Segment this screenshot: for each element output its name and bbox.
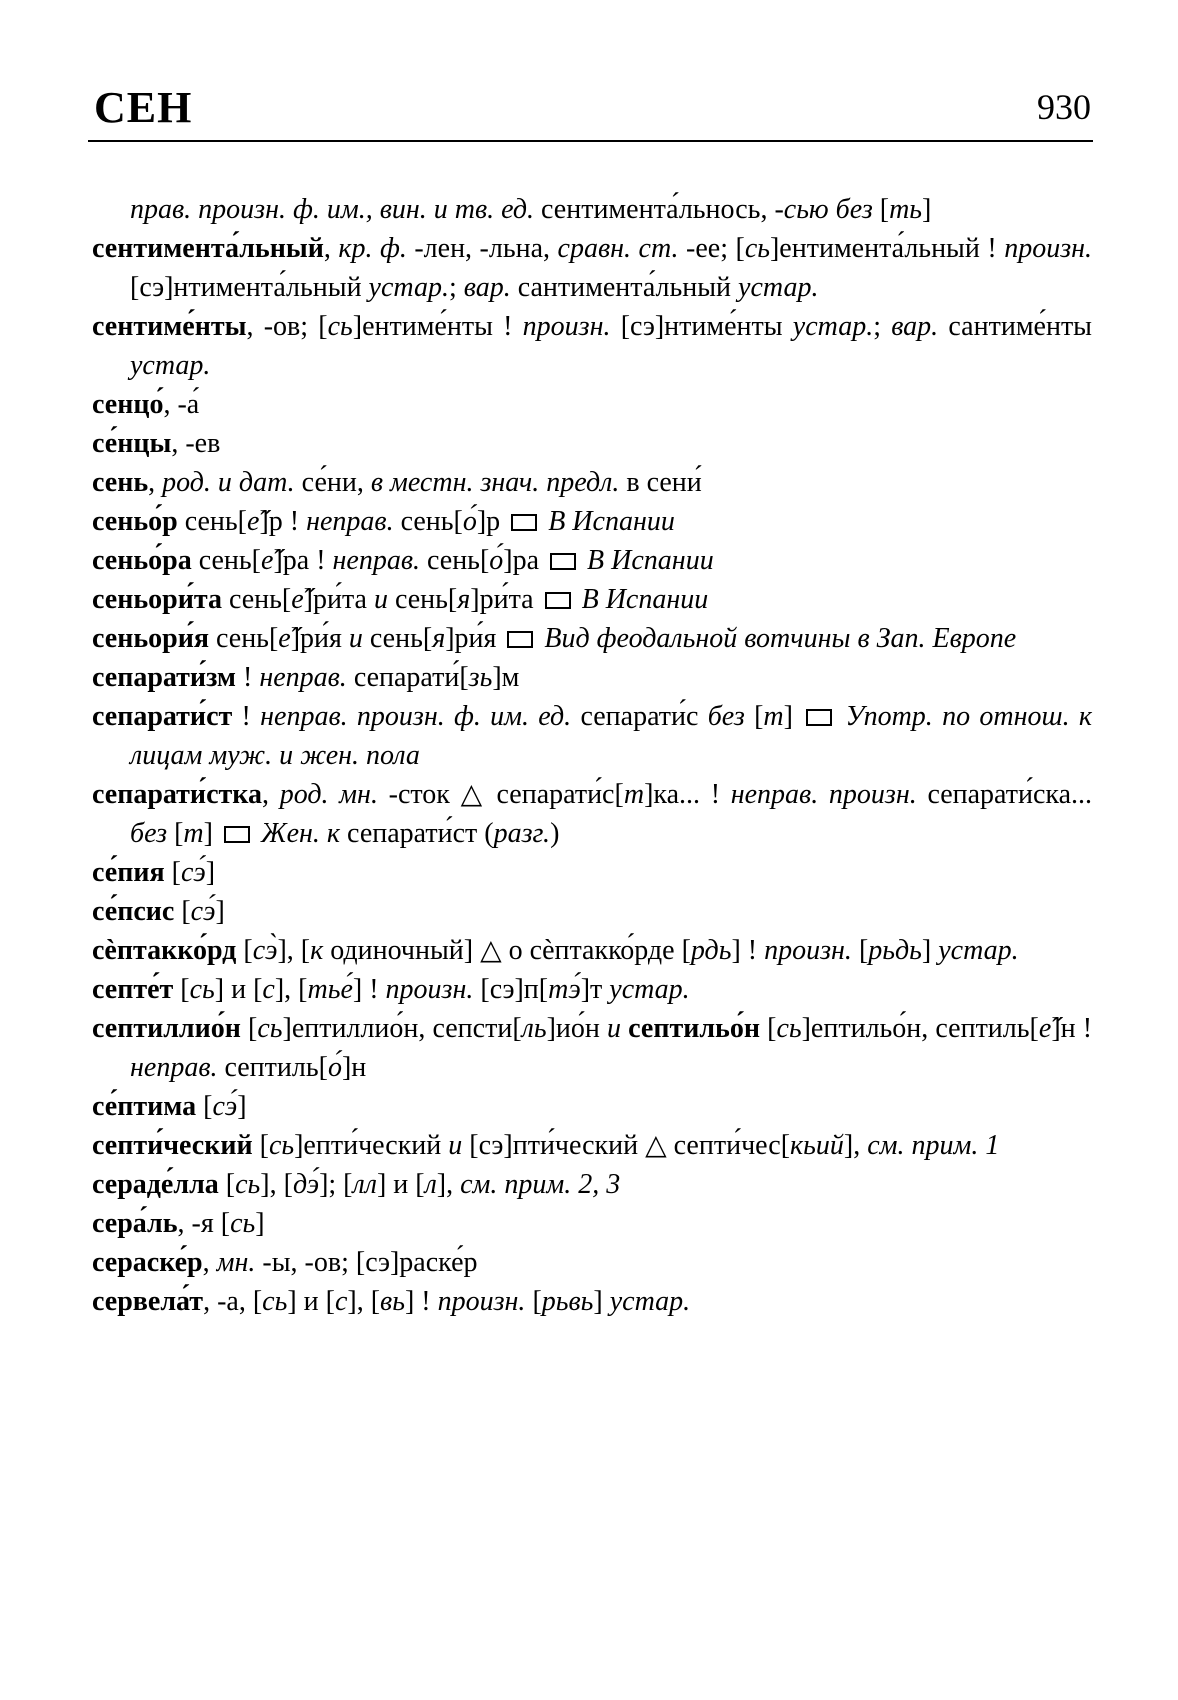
grammar-note: сэ́ xyxy=(190,896,216,927)
headword: сѐптакко́рд xyxy=(92,935,237,966)
entry-text: ] ! xyxy=(404,1286,438,1317)
headword: септиллио́н xyxy=(92,1013,241,1044)
grammar-note: прав. произн. ф. им., вин. и тв. ед. xyxy=(130,194,535,225)
grammar-note: Жен. к xyxy=(253,818,341,849)
entry-text: ]т xyxy=(580,974,610,1005)
entry-text: се́ни, xyxy=(294,467,371,498)
grammar-note: в местн. знач. предл. xyxy=(370,467,620,498)
grammar-note: -сью без xyxy=(774,194,873,225)
entry-text: ] xyxy=(205,857,216,888)
grammar-note: без xyxy=(707,701,745,732)
entry-text: ]ри́я xyxy=(445,623,504,654)
entry-text: [ xyxy=(851,935,869,966)
grammar-note: сэ́ xyxy=(180,857,206,888)
entry-text: сантиме́нты xyxy=(938,311,1092,342)
entry-text: ]; [ xyxy=(319,1169,353,1200)
grammar-note: устар. xyxy=(130,350,211,381)
headword: септи́ческий xyxy=(92,1130,253,1161)
entry-text: , -я [ xyxy=(177,1208,231,1239)
page-number: 930 xyxy=(1037,87,1091,127)
entry-text: сепарати́с xyxy=(571,701,708,732)
definition-box-icon xyxy=(511,514,537,531)
entry-text: ]ри́та xyxy=(470,584,541,615)
entry-text: [ xyxy=(174,896,191,927)
entry-text: ]м xyxy=(492,662,520,693)
dictionary-entry xyxy=(92,892,1092,931)
entry-text: ; xyxy=(448,272,464,303)
definition-box-icon xyxy=(806,709,832,726)
entry-text: сень[ xyxy=(387,584,458,615)
entry-text: ] ! xyxy=(352,974,386,1005)
entry-text: ], [ xyxy=(277,935,311,966)
grammar-note: mье́ xyxy=(307,974,353,1005)
definition-box-icon xyxy=(550,553,576,570)
grammar-note: и xyxy=(607,1013,622,1044)
entry-text: ]н ! xyxy=(1051,1013,1093,1044)
entry-text: ] xyxy=(921,935,939,966)
grammar-note: произн. xyxy=(385,974,474,1005)
grammar-note: сь xyxy=(257,1013,283,1044)
grammar-note: сь xyxy=(327,311,353,342)
entry-text: ; xyxy=(873,311,892,342)
entry-text: [ xyxy=(744,701,764,732)
grammar-note: вь xyxy=(380,1286,405,1317)
entry-text: ]ио́н xyxy=(546,1013,608,1044)
grammar-note: Употр. по отнош. к лицам муж. и жен. пола xyxy=(130,701,1092,771)
grammar-note: неправ. xyxy=(306,506,394,537)
entry-text: сень[ xyxy=(191,545,261,576)
entry-text: ] xyxy=(593,1286,610,1317)
grammar-note: В Испании xyxy=(541,506,675,537)
entry-text: [ xyxy=(252,1130,269,1161)
entry-text: ]ептиллио́н, сепсти[ xyxy=(282,1013,522,1044)
grammar-note: сь xyxy=(235,1169,261,1200)
entry-text: ]н xyxy=(341,1052,367,1083)
grammar-note: произн. xyxy=(764,935,852,966)
grammar-note: мн. xyxy=(216,1247,256,1278)
entry-text: ], [ xyxy=(347,1286,381,1317)
running-header xyxy=(88,78,1093,142)
grammar-note: т xyxy=(183,818,204,849)
entry-text: ] xyxy=(237,1091,247,1122)
grammar-note: род. и дат. xyxy=(162,467,295,498)
dictionary-entry xyxy=(92,502,1092,541)
grammar-note: сь xyxy=(744,233,770,264)
grammar-note: устар. xyxy=(792,311,874,342)
entry-text: , xyxy=(202,1247,217,1278)
dictionary-entry xyxy=(92,697,1092,775)
grammar-note: т xyxy=(623,779,645,810)
grammar-note: сь xyxy=(262,1286,288,1317)
headword: сенцо́ xyxy=(92,389,164,420)
entry-text: в сени́ xyxy=(619,467,702,498)
entry-text: ]р ! xyxy=(259,506,307,537)
grammar-note: е̋ xyxy=(261,545,274,576)
headword: се́нцы xyxy=(92,428,172,459)
entry-text: ] xyxy=(255,1208,265,1239)
dictionary-entry xyxy=(92,1243,1092,1282)
entry-text: , -ов; [ xyxy=(246,311,328,342)
grammar-note: с xyxy=(262,974,275,1005)
entry-text: ! xyxy=(232,701,261,732)
grammar-note: дэ́ xyxy=(292,1169,320,1200)
entry-text: ], xyxy=(436,1169,461,1200)
dictionary-entry xyxy=(92,775,1092,853)
entry-text: , xyxy=(261,779,280,810)
grammar-note: произн. xyxy=(1004,233,1093,264)
dictionary-entry xyxy=(92,1165,1092,1204)
entry-text: , xyxy=(148,467,163,498)
entry-text: [ xyxy=(173,974,190,1005)
grammar-note: разг. xyxy=(493,818,551,849)
definition-box-icon xyxy=(224,826,250,843)
grammar-note: сь xyxy=(230,1208,256,1239)
grammar-note: неправ. xyxy=(130,1052,218,1083)
entry-text: ]ра ! xyxy=(273,545,333,576)
dictionary-entry xyxy=(92,307,1092,385)
entry-list xyxy=(92,190,1092,1321)
grammar-note: сравн. ст. xyxy=(557,233,679,264)
entry-text: [ xyxy=(236,935,253,966)
headword: сеньори́та xyxy=(92,584,222,615)
grammar-note: вар. xyxy=(891,311,939,342)
entry-text: ] и [ xyxy=(214,974,263,1005)
dictionary-entry xyxy=(92,229,1092,307)
grammar-note: неправ. произн. ф. им. ед. xyxy=(260,701,572,732)
dictionary-entry xyxy=(92,1282,1092,1321)
grammar-note: е̋ xyxy=(247,506,260,537)
entry-text: ]ептильо́н, септиль[ xyxy=(801,1013,1039,1044)
headword: сепарати́зм xyxy=(92,662,236,693)
grammar-note: устар. xyxy=(609,1286,691,1317)
headword: сераске́р xyxy=(92,1247,203,1278)
entry-text: [ xyxy=(240,1013,258,1044)
grammar-note: произн. xyxy=(522,311,611,342)
entry-text: сень[ xyxy=(393,506,463,537)
entry-text: , -ев xyxy=(171,428,221,459)
grammar-note: т xyxy=(763,701,784,732)
entry-text: ]ка... ! xyxy=(644,779,731,810)
dictionary-entry xyxy=(92,385,1092,424)
headword: се́псис xyxy=(92,896,175,927)
entry-text: [ xyxy=(872,194,890,225)
headword: сепарати́стка xyxy=(92,779,262,810)
grammar-note: и xyxy=(373,584,388,615)
entry-text: сень[ xyxy=(177,506,247,537)
headword: септильо́н xyxy=(628,1013,760,1044)
grammar-note: о́ xyxy=(462,506,477,537)
entry-text: [сэ]пти́ческий △ септи́чес[ xyxy=(462,1130,791,1161)
grammar-note: неправ. xyxy=(332,545,420,576)
grammar-note: устар. xyxy=(738,272,819,303)
entry-text: ] xyxy=(922,194,932,225)
dictionary-entry xyxy=(92,424,1092,463)
entry-text: , -а, [ xyxy=(203,1286,263,1317)
entry-text: [ xyxy=(760,1013,777,1044)
grammar-note: неправ. xyxy=(259,662,347,693)
entry-text: ] и [ xyxy=(376,1169,425,1200)
grammar-note: В Испании xyxy=(580,545,714,576)
entry-text: ]ентиме́нты ! xyxy=(352,311,523,342)
headword: сервела́т xyxy=(92,1286,204,1317)
entry-text: ]р xyxy=(476,506,508,537)
entry-text: одиночный] △ о сѐптакко́рде [ xyxy=(323,935,691,966)
headword: сеньо́ра xyxy=(92,545,192,576)
grammar-note: е̋ xyxy=(291,584,304,615)
headword: сеньо́р xyxy=(92,506,178,537)
grammar-note: к xyxy=(310,935,324,966)
grammar-note: В Испании xyxy=(574,584,709,615)
definition-box-icon xyxy=(507,631,533,648)
dictionary-entry xyxy=(92,190,1092,229)
entry-text: , -а́ xyxy=(163,389,200,420)
entry-text: сень[ xyxy=(221,584,292,615)
grammar-note: произн. xyxy=(437,1286,526,1317)
grammar-note: о́ xyxy=(489,545,504,576)
grammar-note: устар. xyxy=(938,935,1019,966)
dictionary-entry xyxy=(92,970,1092,1009)
entry-text: сепарати́[ xyxy=(346,662,469,693)
grammar-note: рдь xyxy=(690,935,732,966)
entry-text: сень[ xyxy=(362,623,433,654)
entry-text: ]ра xyxy=(503,545,547,576)
entry-text: сепарати́ст ( xyxy=(340,818,494,849)
entry-text: сентимента́льнось, xyxy=(534,194,775,225)
grammar-note: л xyxy=(424,1169,437,1200)
grammar-note: кьий xyxy=(790,1130,844,1161)
entry-text: ] и [ xyxy=(287,1286,335,1317)
grammar-note: с xyxy=(334,1286,348,1317)
entry-text: ] ! xyxy=(731,935,765,966)
entry-text: септиль[ xyxy=(217,1052,328,1083)
dictionary-entry xyxy=(92,541,1092,580)
headword: се́пия xyxy=(92,857,165,888)
dictionary-entry xyxy=(92,1204,1092,1243)
grammar-note: неправ. произн. xyxy=(730,779,917,810)
headword: сера́ль xyxy=(92,1208,178,1239)
entry-text: ], [ xyxy=(260,1169,293,1200)
entry-text: сень[ xyxy=(209,623,279,654)
grammar-note: ль xyxy=(521,1013,547,1044)
grammar-note: и xyxy=(348,623,363,654)
entry-text: [ xyxy=(525,1286,542,1317)
entry-text: [ xyxy=(196,1091,213,1122)
grammar-note: без xyxy=(130,818,168,849)
entry-text: -сток △ сепарати́с[ xyxy=(377,779,624,810)
headword: сеньори́я xyxy=(92,623,209,654)
headword: сень xyxy=(92,467,149,498)
grammar-note: mь xyxy=(889,194,923,225)
head-word: СЕН xyxy=(94,83,193,132)
dictionary-entry xyxy=(92,619,1092,658)
entry-text: ] xyxy=(215,896,225,927)
entry-text: [ xyxy=(167,818,184,849)
grammar-note: я xyxy=(432,623,446,654)
grammar-note: зь xyxy=(468,662,493,693)
entry-text: ]ентимента́льный ! xyxy=(769,233,1005,264)
grammar-note: лл xyxy=(352,1169,377,1200)
headword: се́птима xyxy=(92,1091,197,1122)
grammar-note: устар. xyxy=(368,272,449,303)
grammar-note: сэ́ xyxy=(212,1091,238,1122)
grammar-note: е̋ xyxy=(278,623,291,654)
entry-text: , xyxy=(323,233,339,264)
dictionary-entry xyxy=(92,1126,1092,1165)
entry-text: сепарати́ска... xyxy=(916,779,1093,810)
grammar-note: mэ́ xyxy=(548,974,581,1005)
grammar-note: рьдь xyxy=(868,935,922,966)
grammar-note: о́ xyxy=(327,1052,342,1083)
entry-text: [сэ]п[ xyxy=(473,974,549,1005)
grammar-note: сь xyxy=(189,974,215,1005)
entry-text: [сэ]нтимента́льный xyxy=(130,272,369,303)
grammar-note: рьвь xyxy=(541,1286,594,1317)
entry-text: -лен, -льна, xyxy=(406,233,558,264)
entry-text: ], [ xyxy=(274,974,308,1005)
grammar-note: род. мн. xyxy=(279,779,378,810)
entry-text: ]епти́ческий xyxy=(294,1130,449,1161)
headword: сентимента́льный xyxy=(92,233,324,264)
grammar-note: устар. xyxy=(609,974,690,1005)
entry-text: ], xyxy=(843,1130,868,1161)
dictionary-entry xyxy=(92,580,1092,619)
grammar-note: сэ̀ xyxy=(252,935,278,966)
entry-text: ! xyxy=(236,662,260,693)
entry-text: сантимента́льный xyxy=(510,272,739,303)
dictionary-entry xyxy=(92,463,1092,502)
headword: сераде́лла xyxy=(92,1169,219,1200)
grammar-note: см. прим. 2, 3 xyxy=(460,1169,621,1200)
entry-text: -ы, -ов; [сэ]раске́р xyxy=(255,1247,478,1278)
grammar-note: я xyxy=(457,584,471,615)
entry-text: сень[ xyxy=(420,545,490,576)
dictionary-entry xyxy=(92,853,1092,892)
definition-box-icon xyxy=(545,592,571,609)
grammar-note: сь xyxy=(268,1130,295,1161)
grammar-note: е̋ xyxy=(1038,1013,1052,1044)
grammar-note: и xyxy=(448,1130,463,1161)
headword: септе́т xyxy=(92,974,174,1005)
dictionary-entry xyxy=(92,931,1092,970)
entry-text: ) xyxy=(550,818,560,849)
entry-text: ] xyxy=(783,701,803,732)
headword: сентиме́нты xyxy=(92,311,247,342)
dictionary-entry xyxy=(92,658,1092,697)
grammar-note: см. прим. 1 xyxy=(867,1130,1000,1161)
entry-text: ] xyxy=(203,818,220,849)
entry-text: [ xyxy=(164,857,181,888)
headword: сепарати́ст xyxy=(92,701,233,732)
dictionary-entry xyxy=(92,1087,1092,1126)
entry-text: [сэ]нтиме́нты xyxy=(610,311,793,342)
entry-text: [ xyxy=(218,1169,236,1200)
grammar-note: кр. ф. xyxy=(338,233,407,264)
grammar-note: вар. xyxy=(463,272,511,303)
grammar-note: сь xyxy=(776,1013,802,1044)
entry-text: ]ри́та xyxy=(303,584,374,615)
entry-text: -ее; [ xyxy=(678,233,745,264)
entry-text: ]ри́я xyxy=(290,623,349,654)
grammar-note: Вид феодальной вотчины в Зап. Европе xyxy=(537,623,1017,654)
dictionary-entry xyxy=(92,1009,1092,1087)
